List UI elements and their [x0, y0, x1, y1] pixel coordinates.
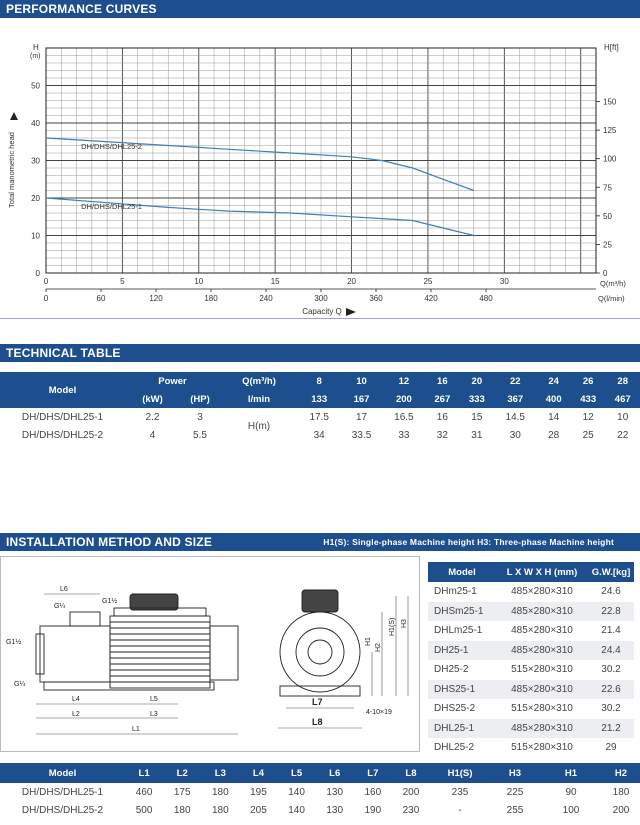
x-tick-label-lmin: 240: [259, 294, 273, 303]
tech-lmin-cell: 133: [298, 390, 340, 408]
spec-size: 515×280×310: [511, 703, 573, 715]
dim-cell: 200: [402, 786, 420, 798]
pump-side-view: [36, 594, 238, 690]
spec-size: 485×280×310: [496, 719, 588, 739]
dim-cell: 205: [250, 804, 267, 816]
x-tick-label-m3h: 0: [43, 277, 49, 286]
y-axis-arrow-icon: [10, 112, 18, 120]
label-l1: L1: [132, 726, 140, 733]
spec-model: DH25-2: [434, 664, 469, 676]
y-tick-label-m: 40: [31, 119, 40, 128]
dim-header: L5: [278, 763, 316, 783]
x-unit-top: Q(m³/h): [600, 279, 626, 288]
dim-cell: 230: [402, 804, 420, 816]
tech-h-cell: 10: [617, 411, 629, 423]
tech-h-cell: 14.5: [505, 411, 525, 423]
dim-cell: 180: [612, 786, 630, 798]
front-terminal-box: [302, 590, 338, 612]
table-row: [0, 783, 640, 801]
pump-drawing: [0, 556, 420, 752]
curve-label: DH/DHS/DHL25-1: [81, 202, 142, 211]
spec-weight: 29: [605, 742, 617, 754]
tech-h-cell: 12: [582, 411, 594, 423]
y-tick-label-ft: 100: [603, 154, 617, 164]
y-tick-label-m: 20: [31, 194, 40, 203]
dim-header: H3: [490, 763, 540, 783]
x-tick-label-lmin: 180: [204, 294, 218, 303]
pump-drawing-svg: [0, 556, 420, 752]
dim-cell: 180: [211, 786, 229, 798]
tech-model-cell: DH/DHS/DHL25-2: [21, 429, 104, 441]
dim-header: H1(S): [430, 763, 490, 783]
dim-header: L3: [201, 763, 239, 783]
spec-weight: 22.6: [588, 680, 634, 700]
tech-h-cell: 17.5: [309, 411, 329, 423]
tech-q-cell: 20: [460, 372, 495, 390]
y-axis-title: Total manometric head: [7, 132, 16, 208]
table-row: [428, 602, 634, 622]
x-tick-label-lmin: 120: [149, 294, 163, 303]
tech-q-cell: 26: [571, 372, 606, 390]
spec-weight: 21.2: [588, 719, 634, 739]
tech-h-cell: 17: [355, 411, 368, 423]
spec-model: DHL25-2: [434, 742, 475, 754]
tech-model-cell: DH/DHS/DHL25-1: [21, 411, 104, 423]
label-l6: L6: [60, 586, 68, 593]
label-g112-top: G1½: [102, 598, 118, 605]
dim-cell: 460: [135, 786, 153, 798]
x-tick-label-m3h: 10: [194, 277, 204, 286]
front-base: [280, 686, 360, 696]
dim-cell: DH/DHS/DHL25-2: [21, 804, 104, 816]
tech-h-cell: 14: [548, 411, 560, 423]
tech-h-cell: 34: [313, 429, 325, 441]
installation-title: INSTALLATION METHOD AND SIZE: [6, 535, 213, 549]
technical-title: TECHNICAL TABLE: [6, 346, 121, 360]
curve-label: DH/DHS/DHL25-2: [81, 142, 142, 151]
spec-table: [428, 562, 634, 758]
y-tick-label-ft: 50: [603, 211, 612, 221]
label-holes: 4-10×19: [366, 709, 392, 716]
motor-outline: [280, 612, 360, 692]
label-h3: H3: [401, 619, 408, 628]
y-unit-left-m: (m): [30, 53, 41, 60]
tech-header-power: Power: [125, 372, 220, 390]
dim-cell: 255: [506, 804, 524, 816]
dim-cell: 225: [506, 786, 524, 798]
spec-model: DHm25-1: [434, 586, 477, 598]
spec-header-model: Model: [428, 562, 496, 582]
tech-h-cell: 33: [398, 429, 410, 441]
x-tick-label-lmin: 480: [479, 294, 493, 303]
tech-header-hp: (HP): [180, 390, 220, 408]
tech-q-cell: 12: [383, 372, 425, 390]
y-tick-label-ft: 150: [603, 97, 617, 107]
spec-size: 515×280×310: [511, 742, 573, 754]
y-tick-label-m: 30: [31, 156, 40, 166]
spec-weight: 30.2: [601, 664, 621, 676]
tech-header-lmin: l/min: [220, 390, 298, 408]
y-unit-right: H[ft]: [604, 43, 619, 52]
label-h2: H2: [375, 643, 382, 652]
table-row: [428, 680, 634, 700]
y-tick-label-m: 50: [31, 81, 40, 91]
tech-kw-cell: 4: [149, 429, 156, 441]
dim-header: L6: [316, 763, 354, 783]
tech-h-cell: 22: [617, 429, 629, 441]
pump-front-view: [280, 590, 360, 696]
tech-h-cell: 31: [471, 429, 483, 441]
x-tick-label-lmin: 360: [369, 294, 383, 303]
spec-weight: 24.4: [588, 641, 634, 661]
label-g14-side: G¼: [14, 681, 26, 688]
dim-cell: 180: [173, 804, 191, 816]
x-tick-label-lmin: 300: [314, 294, 328, 303]
label-h1s: H1(S): [389, 617, 396, 636]
dim-cell: 175: [173, 786, 191, 798]
tech-h-label: H(m): [247, 420, 271, 432]
dim-cell: 90: [565, 786, 577, 798]
y-tick-label-ft: 125: [603, 126, 617, 136]
dim-cell: 195: [250, 786, 267, 798]
spec-size: 485×280×310: [496, 680, 588, 700]
tech-lmin-cell: 267: [425, 390, 460, 408]
x-tick-label-m3h: 5: [120, 277, 125, 286]
tech-lmin-cell: 167: [340, 390, 382, 408]
tech-lmin-cell: 400: [536, 390, 571, 408]
y-tick-label-m: 10: [31, 231, 40, 241]
table-row: [0, 426, 640, 444]
tech-lmin-cell: 200: [383, 390, 425, 408]
label-l7: L7: [312, 697, 323, 707]
chart-divider: [0, 318, 640, 319]
tech-header-q: Q(m³/h): [220, 372, 298, 390]
dim-cell: 160: [364, 786, 382, 798]
x-axis-arrow-icon: [346, 308, 356, 316]
tech-h-cell: 16: [436, 411, 448, 423]
x-unit-bottom: Q(l/min): [598, 294, 625, 303]
pump-stages: [40, 626, 110, 682]
tech-q-cell: 8: [298, 372, 340, 390]
spec-size: 485×280×310: [511, 625, 573, 637]
dim-cell: 100: [562, 804, 580, 816]
spec-model: DHS25-2: [434, 703, 476, 715]
x-tick-label-m3h: 30: [499, 277, 509, 286]
tech-q-cell: 24: [536, 372, 571, 390]
dim-header: H1: [540, 763, 602, 783]
label-h1: H1: [365, 637, 372, 646]
dim-cell: DH/DHS/DHL25-1: [21, 786, 104, 798]
x-tick-label-m3h: 20: [347, 277, 357, 286]
spec-model: DHS25-1: [428, 680, 496, 700]
tech-header-model: Model: [0, 372, 125, 408]
dim-cell: 235: [451, 786, 469, 798]
label-l4: L4: [72, 696, 80, 703]
tech-h-cell: 32: [436, 429, 448, 441]
tech-q-cell: 10: [340, 372, 382, 390]
x-tick-label-lmin: 420: [424, 294, 438, 303]
tech-h-cell: 30: [509, 429, 521, 441]
tech-q-cell: 22: [494, 372, 536, 390]
table-row: [428, 641, 634, 661]
tech-hp-cell: 3: [197, 411, 203, 423]
table-row: [428, 719, 634, 739]
dimension-table: [0, 763, 640, 819]
table-row: [0, 408, 640, 426]
spec-size: 485×280×310: [496, 602, 588, 622]
y-tick-label-ft: 25: [603, 240, 612, 250]
dim-cell: 130: [326, 786, 344, 798]
x-tick-label-m3h: 25: [423, 277, 433, 286]
spec-weight: 22.8: [588, 602, 634, 622]
spec-weight: 21.4: [601, 625, 621, 637]
table-row: [428, 582, 634, 602]
spec-model: DHSm25-1: [428, 602, 496, 622]
spec-size: 515×280×310: [511, 664, 573, 676]
y-tick-label-m: 0: [35, 269, 40, 278]
x-axis-title: Capacity Q: [302, 307, 342, 316]
spec-header-weight: G.W.[kg]: [588, 562, 634, 582]
technical-table: [0, 372, 640, 444]
tech-lmin-cell: 333: [460, 390, 495, 408]
installation-section-header: [0, 533, 640, 551]
y-unit-left: H: [33, 43, 39, 52]
outlet-port: [70, 612, 100, 626]
dim-cell: 130: [326, 804, 344, 816]
spec-weight: 30.2: [601, 703, 621, 715]
tech-lmin-cell: 467: [605, 390, 640, 408]
spec-model: DHL25-1: [428, 719, 496, 739]
label-g14-top: G¼: [54, 603, 66, 610]
tech-h-cell: 15: [471, 411, 483, 423]
x-tick-label-lmin: 0: [43, 294, 49, 303]
dim-cell: 200: [612, 804, 630, 816]
spec-size: 485×280×310: [496, 641, 588, 661]
base-plate: [44, 682, 214, 690]
dim-header: L2: [163, 763, 201, 783]
tech-kw-cell: 2.2: [145, 411, 160, 423]
dim-header: L7: [354, 763, 392, 783]
spec-size: 485×280×310: [511, 586, 573, 598]
tech-header-kw: (kW): [125, 390, 180, 408]
label-l5: L5: [150, 696, 158, 703]
label-l2: L2: [72, 711, 80, 718]
pump-inlet: [308, 640, 332, 664]
fan-cover: [210, 626, 238, 680]
dim-cell: -: [458, 804, 462, 816]
dim-cell: 190: [364, 804, 382, 816]
performance-section-header: [0, 0, 640, 18]
technical-section-header: [0, 344, 640, 362]
dim-header: L8: [392, 763, 430, 783]
pump-housing: [296, 628, 344, 676]
dim-header: H2: [602, 763, 640, 783]
y-tick-label-ft: 0: [603, 269, 608, 278]
x-tick-label-lmin: 60: [96, 294, 106, 303]
dim-header-model: Model: [0, 763, 125, 783]
performance-chart-svg: [0, 20, 640, 320]
dim-header: L1: [125, 763, 163, 783]
table-row: [0, 801, 640, 819]
tech-h-cell: 33.5: [351, 429, 372, 441]
performance-title: PERFORMANCE CURVES: [6, 2, 157, 16]
installation-note: H1(S): Single-phase Machine height H3: Three-phase Machine height: [323, 537, 614, 547]
tech-h-cell: 28: [548, 429, 560, 441]
spec-header-size: L X W X H (mm): [496, 562, 588, 582]
x-tick-label-m3h: 15: [270, 277, 280, 286]
tech-lmin-cell: 367: [494, 390, 536, 408]
dim-cell: 140: [288, 804, 305, 816]
label-g112-side: G1½: [6, 639, 22, 646]
tech-hp-cell: 5.5: [193, 429, 207, 441]
tech-q-cell: 28: [605, 372, 640, 390]
dim-cell: 140: [288, 786, 305, 798]
tech-q-cell: 16: [425, 372, 460, 390]
tech-h-cell: 16.5: [394, 411, 414, 423]
table-row: [428, 738, 634, 758]
tech-h-cell: 25: [582, 429, 594, 441]
label-l8: L8: [312, 717, 323, 727]
performance-chart: [0, 20, 640, 320]
dim-cell: 500: [135, 804, 153, 816]
spec-model: DH25-1: [428, 641, 496, 661]
spec-weight: 24.6: [601, 586, 621, 598]
table-row: [428, 699, 634, 719]
y-tick-label-ft: 75: [603, 183, 612, 193]
spec-model: DHLm25-1: [434, 625, 483, 637]
dim-header: L4: [239, 763, 277, 783]
table-row: [428, 660, 634, 680]
table-row: [428, 621, 634, 641]
dim-cell: 180: [211, 804, 229, 816]
tech-lmin-cell: 433: [571, 390, 606, 408]
label-l3: L3: [150, 711, 158, 718]
